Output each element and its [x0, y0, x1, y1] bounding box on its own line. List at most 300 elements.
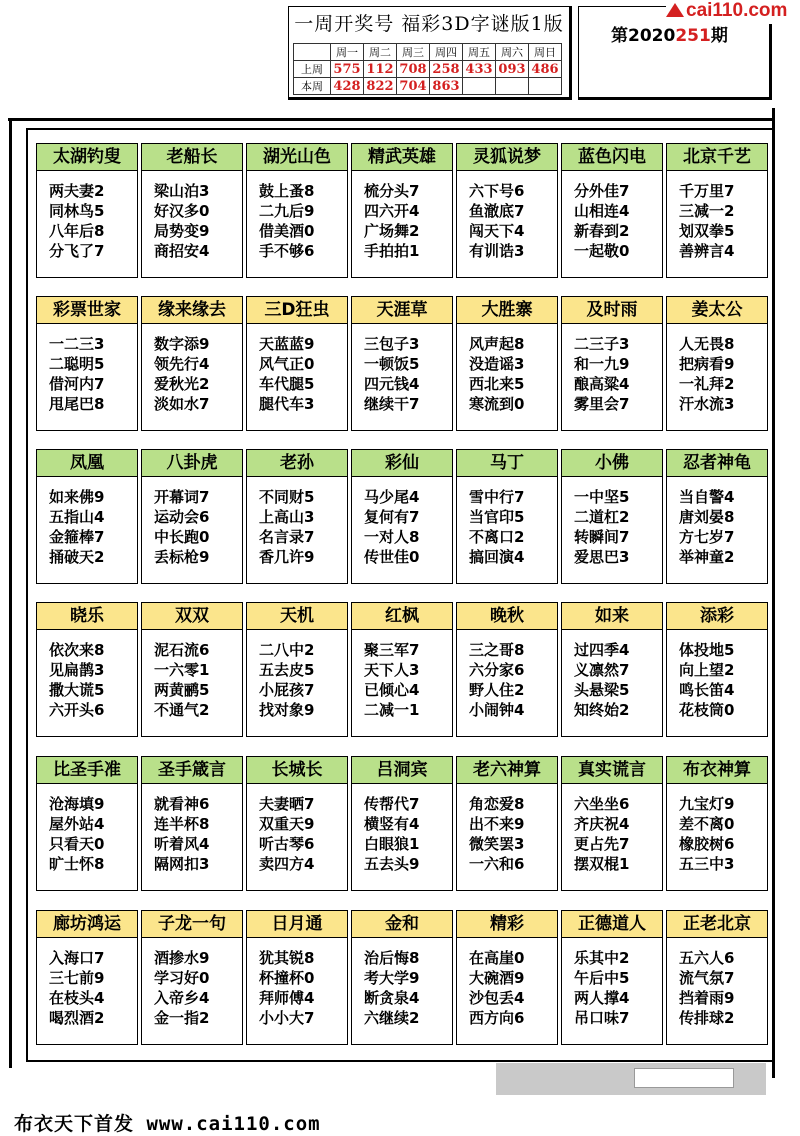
puzzle-line: 角恋爱8	[469, 795, 525, 813]
puzzle-lines	[352, 477, 452, 567]
puzzle-line: 酒掺水9	[154, 949, 210, 967]
puzzle-author: 彩仙	[352, 450, 452, 477]
puzzle-lines	[667, 938, 767, 1028]
puzzle-lines	[352, 784, 452, 874]
puzzle-line: 当官印5	[469, 508, 525, 526]
puzzle-lines	[352, 938, 452, 1028]
puzzle-line: 午后中5	[574, 969, 630, 987]
puzzle-card	[141, 756, 243, 891]
puzzle-author: 八卦虎	[142, 450, 242, 477]
puzzle-line: 西北来5	[469, 375, 525, 393]
puzzle-author: 老船长	[142, 144, 242, 171]
draw-number	[463, 78, 496, 95]
puzzle-line: 听古琴6	[259, 835, 315, 853]
puzzle-line: 听着风4	[154, 835, 210, 853]
puzzle-line: 一六和6	[469, 855, 525, 873]
puzzle-line: 二道杠2	[574, 508, 630, 526]
puzzle-line: 断贪泉4	[364, 989, 420, 1007]
puzzle-line: 转瞬间7	[574, 528, 630, 546]
puzzle-line: 鱼澈底7	[469, 202, 525, 220]
puzzle-line: 乐其中2	[574, 949, 630, 967]
puzzle-line: 两人撑4	[574, 989, 630, 1007]
draw-number: 708	[397, 61, 430, 78]
puzzle-author: 日月通	[247, 911, 347, 938]
draw-number: 433	[463, 61, 496, 78]
puzzle-line: 体投地5	[679, 641, 735, 659]
issue-number	[611, 21, 728, 46]
puzzle-line: 喝烈酒2	[49, 1009, 105, 1027]
puzzle-line: 六开头6	[49, 701, 105, 719]
draw-number: 428	[331, 78, 364, 95]
puzzle-line: 五去头9	[364, 855, 420, 873]
draw-number: 575	[331, 61, 364, 78]
day-header: 周六	[496, 44, 529, 61]
row-label: 上周	[294, 61, 331, 78]
day-header: 周二	[364, 44, 397, 61]
puzzle-author: 马丁	[457, 450, 557, 477]
puzzle-card	[141, 602, 243, 737]
puzzle-line: 横竖有4	[364, 815, 420, 833]
puzzle-author: 三D狂虫	[247, 297, 347, 324]
puzzle-card	[456, 910, 558, 1045]
puzzle-line: 小小大7	[259, 1009, 315, 1027]
puzzle-card	[561, 296, 663, 431]
weekly-draw-table	[293, 43, 562, 95]
puzzle-card	[666, 143, 768, 278]
site-logo[interactable]	[666, 0, 796, 24]
puzzle-line: 天下人3	[364, 661, 420, 679]
puzzle-line: 一礼拜2	[679, 375, 735, 393]
puzzle-author: 正德道人	[562, 911, 662, 938]
days-row	[294, 44, 562, 61]
puzzle-line: 同林鸟5	[49, 202, 105, 220]
puzzle-line: 搞回演4	[469, 548, 525, 566]
puzzle-line: 只看天0	[49, 835, 105, 853]
puzzle-line: 卖四方4	[259, 855, 315, 873]
puzzle-line: 二八中2	[259, 641, 315, 659]
puzzle-author: 大胜寨	[457, 297, 557, 324]
puzzle-line: 不同财5	[259, 488, 315, 506]
puzzle-line: 继续干7	[364, 395, 420, 413]
puzzle-line: 一六零1	[154, 661, 210, 679]
puzzle-author: 金和	[352, 911, 452, 938]
puzzle-lines	[352, 324, 452, 414]
puzzle-line: 撒大谎5	[49, 681, 105, 699]
puzzle-line: 头悬梁5	[574, 681, 630, 699]
puzzle-line: 六继续2	[364, 1009, 420, 1027]
puzzle-line: 一顿饭5	[364, 355, 420, 373]
puzzle-lines	[667, 324, 767, 414]
puzzle-lines	[37, 477, 137, 567]
frame-left-rule	[9, 118, 12, 1068]
draw-results-panel	[288, 6, 572, 100]
puzzle-author: 天机	[247, 603, 347, 630]
puzzle-line: 分外佳7	[574, 182, 630, 200]
puzzle-card	[141, 449, 243, 584]
puzzle-lines	[142, 784, 242, 874]
puzzle-line: 天蓝蓝9	[259, 335, 315, 353]
puzzle-lines	[142, 324, 242, 414]
puzzle-line: 六分家6	[469, 661, 525, 679]
puzzle-line: 二聪明5	[49, 355, 105, 373]
puzzle-lines	[142, 171, 242, 261]
puzzle-author: 布衣神算	[667, 757, 767, 784]
puzzle-card	[36, 602, 138, 737]
puzzle-card	[456, 449, 558, 584]
puzzle-line: 治后悔8	[364, 949, 420, 967]
puzzle-card	[36, 143, 138, 278]
puzzle-author: 灵狐说梦	[457, 144, 557, 171]
puzzle-lines	[562, 477, 662, 567]
puzzle-line: 如来佛9	[49, 488, 105, 506]
puzzle-lines	[667, 171, 767, 261]
puzzle-line: 雪中行7	[469, 488, 525, 506]
puzzle-line: 酿高粱4	[574, 375, 630, 393]
puzzle-line: 依次来8	[49, 641, 105, 659]
puzzle-line: 西方向6	[469, 1009, 525, 1027]
puzzle-line: 摆双棍1	[574, 855, 630, 873]
puzzle-line: 四六开4	[364, 202, 420, 220]
puzzle-line: 白眼狼1	[364, 835, 420, 853]
puzzle-line: 夫妻晒7	[259, 795, 315, 813]
puzzle-lines	[37, 324, 137, 414]
puzzle-lines	[247, 171, 347, 261]
puzzle-line: 野人住2	[469, 681, 525, 699]
puzzle-author: 晓乐	[37, 603, 137, 630]
puzzle-lines	[247, 324, 347, 414]
puzzle-line: 四元钱4	[364, 375, 420, 393]
puzzle-line: 局势变9	[154, 222, 210, 240]
puzzle-author: 精彩	[457, 911, 557, 938]
day-header: 周四	[430, 44, 463, 61]
puzzle-line: 沙包丢4	[469, 989, 525, 1007]
puzzle-line: 五三中3	[679, 855, 735, 873]
day-header: 周五	[463, 44, 496, 61]
puzzle-line: 和一九9	[574, 355, 630, 373]
puzzle-line: 大碗酒9	[469, 969, 525, 987]
puzzle-author: 双双	[142, 603, 242, 630]
puzzle-line: 六坐坐6	[574, 795, 630, 813]
puzzle-line: 鼓上蚤8	[259, 182, 315, 200]
puzzle-line: 拜师傅4	[259, 989, 315, 1007]
puzzle-line: 吊口味7	[574, 1009, 630, 1027]
puzzle-author: 吕洞宾	[352, 757, 452, 784]
draw-number: 258	[430, 61, 463, 78]
puzzle-lines	[457, 477, 557, 567]
puzzle-author: 天涯草	[352, 297, 452, 324]
puzzle-line: 分飞了7	[49, 242, 105, 260]
puzzle-card	[351, 296, 453, 431]
puzzle-line: 知终始2	[574, 701, 630, 719]
puzzle-author: 真实谎言	[562, 757, 662, 784]
puzzle-line: 善辨言4	[679, 242, 735, 260]
puzzle-lines	[562, 171, 662, 261]
puzzle-card	[246, 602, 348, 737]
puzzle-line: 运动会6	[154, 508, 210, 526]
logo-mark-icon	[666, 3, 684, 17]
puzzle-line: 马少尾4	[364, 488, 420, 506]
puzzle-line: 犹其锐8	[259, 949, 315, 967]
puzzle-line: 五六人6	[679, 949, 735, 967]
puzzle-line: 小闹钟4	[469, 701, 525, 719]
puzzle-line: 当自警4	[679, 488, 735, 506]
puzzle-line: 梁山泊3	[154, 182, 210, 200]
puzzle-line: 商招安4	[154, 242, 210, 260]
puzzle-line: 学习好0	[154, 969, 210, 987]
puzzle-card	[36, 449, 138, 584]
issue-suffix: 期	[710, 26, 728, 46]
puzzle-line: 闯天下4	[469, 222, 525, 240]
puzzle-card	[141, 296, 243, 431]
puzzle-line: 千万里7	[679, 182, 735, 200]
puzzle-line: 把病看9	[679, 355, 735, 373]
puzzle-line: 捅破天2	[49, 548, 105, 566]
puzzle-card	[351, 602, 453, 737]
puzzle-line: 花枝筒0	[679, 701, 735, 719]
puzzle-line: 车代腿5	[259, 375, 315, 393]
puzzle-line: 更占先7	[574, 835, 630, 853]
puzzle-card	[351, 143, 453, 278]
puzzle-lines	[667, 630, 767, 720]
draw-number: 112	[364, 61, 397, 78]
footer-credit: 布衣天下首发 www.cai110.com	[14, 1113, 321, 1135]
puzzle-line: 淡如水7	[154, 395, 210, 413]
puzzle-line: 甩尾巴8	[49, 395, 105, 413]
puzzle-author: 廊坊鸿运	[37, 911, 137, 938]
puzzle-lines	[562, 630, 662, 720]
puzzle-card	[246, 910, 348, 1045]
puzzle-line: 腿代车3	[259, 395, 315, 413]
puzzle-author: 如来	[562, 603, 662, 630]
puzzle-card	[666, 910, 768, 1045]
puzzle-lines	[352, 630, 452, 720]
puzzle-author: 晚秋	[457, 603, 557, 630]
puzzle-line: 已倾心4	[364, 681, 420, 699]
puzzle-lines	[667, 784, 767, 874]
puzzle-line: 传帮代7	[364, 795, 420, 813]
puzzle-card	[141, 910, 243, 1045]
puzzle-line: 三包子3	[364, 335, 420, 353]
puzzle-line: 八年后8	[49, 222, 105, 240]
puzzle-line: 六下号6	[469, 182, 525, 200]
puzzle-line: 借河内7	[49, 375, 105, 393]
puzzle-card	[141, 143, 243, 278]
puzzle-line: 梳分头7	[364, 182, 420, 200]
puzzle-card	[561, 602, 663, 737]
puzzle-card	[246, 296, 348, 431]
puzzle-line: 金箍棒7	[49, 528, 105, 546]
puzzle-line: 开幕词7	[154, 488, 210, 506]
puzzle-author: 圣手箴言	[142, 757, 242, 784]
puzzle-line: 挡着雨9	[679, 989, 735, 1007]
puzzle-line: 三减一2	[679, 202, 735, 220]
puzzle-line: 橡胶树6	[679, 835, 735, 853]
puzzle-line: 向上望2	[679, 661, 735, 679]
issue-prefix: 第2020	[611, 26, 676, 46]
puzzle-author: 及时雨	[562, 297, 662, 324]
puzzle-line: 两夫妻2	[49, 182, 105, 200]
puzzle-card	[246, 143, 348, 278]
puzzle-line: 一二三3	[49, 335, 105, 353]
puzzle-line: 金一指2	[154, 1009, 210, 1027]
puzzle-lines	[457, 938, 557, 1028]
puzzle-line: 泥石流6	[154, 641, 210, 659]
puzzle-lines	[37, 938, 137, 1028]
draw-number: 822	[364, 78, 397, 95]
puzzle-line: 好汉多0	[154, 202, 210, 220]
puzzle-line: 一中坚5	[574, 488, 630, 506]
puzzle-line: 屋外站4	[49, 815, 105, 833]
puzzle-author: 蓝色闪电	[562, 144, 662, 171]
puzzle-line: 划双拳5	[679, 222, 735, 240]
puzzle-line: 复何有7	[364, 508, 420, 526]
puzzle-line: 领先行4	[154, 355, 210, 373]
puzzle-line: 丢标枪9	[154, 548, 210, 566]
puzzle-line: 举神童2	[679, 548, 735, 566]
puzzle-line: 差不离0	[679, 815, 735, 833]
puzzle-line: 香几许9	[259, 548, 315, 566]
puzzle-line: 考大学9	[364, 969, 420, 987]
puzzle-line: 手拍拍1	[364, 242, 420, 260]
puzzle-line: 在枝头4	[49, 989, 105, 1007]
puzzle-card	[351, 910, 453, 1045]
puzzle-card	[456, 143, 558, 278]
puzzle-lines	[562, 784, 662, 874]
puzzle-line: 入帝乡4	[154, 989, 210, 1007]
puzzle-line: 流气氛7	[679, 969, 735, 987]
puzzle-lines	[142, 938, 242, 1028]
draw-number	[529, 78, 562, 95]
puzzle-line: 手不够6	[259, 242, 315, 260]
puzzle-author: 凤凰	[37, 450, 137, 477]
puzzle-line: 见扁鹊3	[49, 661, 105, 679]
draw-number: 486	[529, 61, 562, 78]
day-header: 周一	[331, 44, 364, 61]
puzzle-author: 精武英雄	[352, 144, 452, 171]
puzzle-card	[456, 756, 558, 891]
puzzle-card	[36, 296, 138, 431]
puzzle-line: 五指山4	[49, 508, 105, 526]
puzzle-line: 义凛然7	[574, 661, 630, 679]
puzzle-line: 风声起8	[469, 335, 525, 353]
puzzle-line: 隔网扣3	[154, 855, 210, 873]
puzzle-author: 长城长	[247, 757, 347, 784]
puzzle-line: 爱秋光2	[154, 375, 210, 393]
puzzle-line: 新春到2	[574, 222, 630, 240]
puzzle-card	[666, 756, 768, 891]
draw-number: 093	[496, 61, 529, 78]
puzzle-lines	[37, 630, 137, 720]
puzzle-author: 太湖钓叟	[37, 144, 137, 171]
puzzle-author: 比圣手准	[37, 757, 137, 784]
puzzle-line: 连半杯8	[154, 815, 210, 833]
puzzle-lines	[562, 324, 662, 414]
puzzle-author: 老六神算	[457, 757, 557, 784]
puzzle-card	[246, 756, 348, 891]
frame-top-rule	[8, 118, 774, 121]
puzzle-line: 出不来9	[469, 815, 525, 833]
puzzle-author: 北京千艺	[667, 144, 767, 171]
puzzle-line: 入海口7	[49, 949, 105, 967]
puzzle-lines	[37, 784, 137, 874]
puzzle-lines	[457, 784, 557, 874]
puzzle-line: 数字添9	[154, 335, 210, 353]
puzzle-line: 旷士怀8	[49, 855, 105, 873]
day-header: 周日	[529, 44, 562, 61]
puzzle-author: 子龙一句	[142, 911, 242, 938]
puzzle-card	[351, 756, 453, 891]
puzzle-line: 鸣长笛4	[679, 681, 735, 699]
logo-text: cai110.com	[686, 0, 788, 21]
puzzle-line: 传排球2	[679, 1009, 735, 1027]
puzzle-line: 不通气2	[154, 701, 210, 719]
puzzle-line: 五去皮5	[259, 661, 315, 679]
puzzle-card	[561, 449, 663, 584]
puzzle-line: 不离口2	[469, 528, 525, 546]
puzzle-line: 方七岁7	[679, 528, 735, 546]
puzzle-line: 一起敬0	[574, 242, 630, 260]
puzzle-lines	[247, 477, 347, 567]
puzzle-line: 微笑罢3	[469, 835, 525, 853]
puzzle-author: 湖光山色	[247, 144, 347, 171]
puzzle-line: 传世佳0	[364, 548, 420, 566]
puzzle-line: 上高山3	[259, 508, 315, 526]
puzzle-author: 红枫	[352, 603, 452, 630]
draw-number: 863	[430, 78, 463, 95]
puzzle-line: 双重天9	[259, 815, 315, 833]
puzzle-author: 正老北京	[667, 911, 767, 938]
puzzle-line: 杯撞杯0	[259, 969, 315, 987]
puzzle-line: 名言录7	[259, 528, 315, 546]
draw-number: 704	[397, 78, 430, 95]
puzzle-card	[666, 296, 768, 431]
puzzle-lines	[247, 784, 347, 874]
puzzle-line: 九宝灯9	[679, 795, 735, 813]
puzzle-line: 风气正0	[259, 355, 315, 373]
puzzle-line: 中长跑0	[154, 528, 210, 546]
puzzle-line: 三之哥8	[469, 641, 525, 659]
puzzle-card	[36, 756, 138, 891]
puzzle-lines	[352, 171, 452, 261]
puzzle-line: 三七前9	[49, 969, 105, 987]
puzzle-author: 老孙	[247, 450, 347, 477]
puzzle-card	[561, 910, 663, 1045]
puzzle-card	[456, 602, 558, 737]
puzzle-line: 一对人8	[364, 528, 420, 546]
puzzle-card	[561, 143, 663, 278]
puzzle-line: 唐刘晏8	[679, 508, 735, 526]
puzzle-line: 在高崖0	[469, 949, 525, 967]
day-header: 周三	[397, 44, 430, 61]
puzzle-lines	[247, 630, 347, 720]
puzzle-line: 人无畏8	[679, 335, 735, 353]
puzzle-author: 忍者神龟	[667, 450, 767, 477]
puzzle-line: 没造谣3	[469, 355, 525, 373]
puzzle-lines	[457, 324, 557, 414]
puzzle-author: 缘来缘去	[142, 297, 242, 324]
puzzle-line: 有训诰3	[469, 242, 525, 260]
last-week-row	[294, 61, 562, 78]
footer-blank-box	[634, 1068, 734, 1088]
puzzle-card	[456, 296, 558, 431]
puzzle-lines	[457, 171, 557, 261]
puzzle-line: 汗水流3	[679, 395, 735, 413]
puzzle-card	[246, 449, 348, 584]
puzzle-lines	[457, 630, 557, 720]
puzzle-line: 聚三军7	[364, 641, 420, 659]
puzzle-author: 小佛	[562, 450, 662, 477]
puzzle-author: 姜太公	[667, 297, 767, 324]
